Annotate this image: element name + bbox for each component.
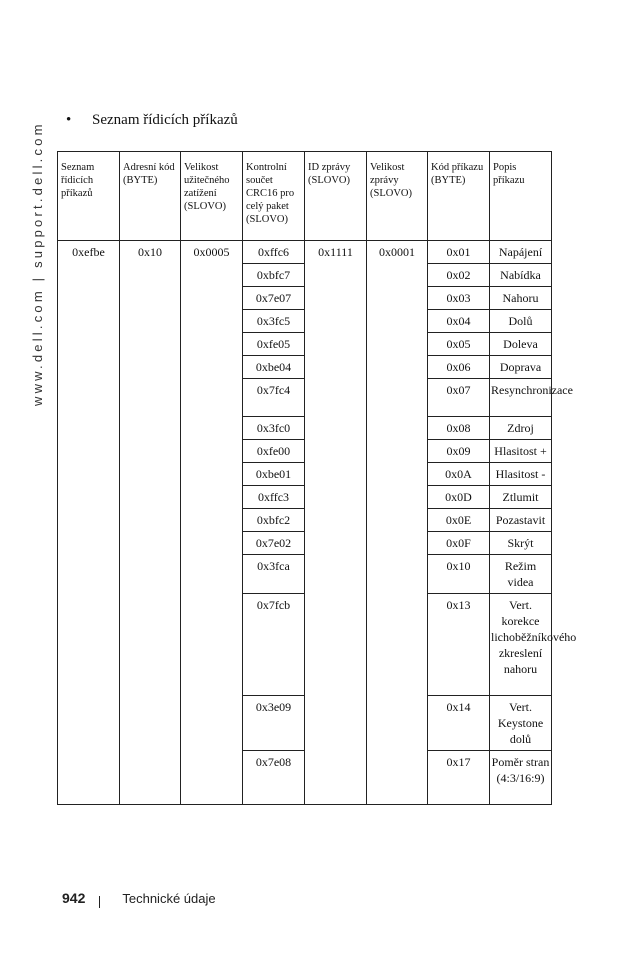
cell-crc: 0x3e09 <box>243 696 305 751</box>
cell-popis-prikazu: Resynchronizace <box>490 379 552 417</box>
cell-velikost-zatizeni: 0x0005 <box>181 241 243 805</box>
cell-popis-prikazu: Doprava <box>490 356 552 379</box>
cell-popis-prikazu: Nabídka <box>490 264 552 287</box>
cell-popis-prikazu: Režim videa <box>490 555 552 594</box>
cell-popis-prikazu: Ztlumit <box>490 486 552 509</box>
cell-velikost-zpravy: 0x0001 <box>367 241 428 805</box>
cell-popis-prikazu: Doleva <box>490 333 552 356</box>
header-popis-prikazu: Popis příkazu <box>490 152 552 241</box>
header-velikost-zpravy: Velikost zprávy (SLOVO) <box>367 152 428 241</box>
cell-crc: 0xffc6 <box>243 241 305 264</box>
cell-kod-prikazu: 0x08 <box>428 417 490 440</box>
cell-crc: 0xbfc2 <box>243 509 305 532</box>
section-heading-text: Seznam řídicích příkazů <box>92 112 238 128</box>
bullet-glyph: • <box>66 112 72 128</box>
cell-kod-prikazu: 0x05 <box>428 333 490 356</box>
cell-kod-prikazu: 0x01 <box>428 241 490 264</box>
cell-popis-prikazu: Pozastavit <box>490 509 552 532</box>
header-kontrolni-soucet: Kontrolní součet CRC16 pro celý paket (SLOVO) <box>243 152 305 241</box>
cell-crc: 0x7fc4 <box>243 379 305 417</box>
cell-kod-prikazu: 0x06 <box>428 356 490 379</box>
page-number: 942 <box>62 890 86 906</box>
cell-kod-prikazu: 0x0D <box>428 486 490 509</box>
cell-kod-prikazu: 0x0F <box>428 532 490 555</box>
side-url-text: www.dell.com | support.dell.com <box>30 121 45 406</box>
page-footer <box>62 890 216 908</box>
cell-kod-prikazu: 0x07 <box>428 379 490 417</box>
cell-crc: 0x7e07 <box>243 287 305 310</box>
cell-crc: 0x7fcb <box>243 594 305 696</box>
cell-kod-prikazu: 0x03 <box>428 287 490 310</box>
footer-section-title: Technické údaje <box>122 891 216 906</box>
cell-popis-prikazu: Zdroj <box>490 417 552 440</box>
header-kod-prikazu: Kód příkazu (BYTE) <box>428 152 490 241</box>
header-id-zpravy: ID zprávy (SLOVO) <box>305 152 367 241</box>
cell-crc: 0x3fc5 <box>243 310 305 333</box>
header-velikost-zatizeni: Velikost užitečného zatížení (SLOVO) <box>181 152 243 241</box>
cell-kod-prikazu: 0x14 <box>428 696 490 751</box>
cell-crc: 0xbe04 <box>243 356 305 379</box>
cell-crc: 0xffc3 <box>243 486 305 509</box>
cell-crc: 0xbfc7 <box>243 264 305 287</box>
cell-kod-prikazu: 0x10 <box>428 555 490 594</box>
table-row <box>58 241 552 264</box>
footer-divider <box>99 896 100 908</box>
cell-popis-prikazu: Hlasitost + <box>490 440 552 463</box>
cell-popis-prikazu: Napájení <box>490 241 552 264</box>
header-adresni-kod: Adresní kód (BYTE) <box>120 152 181 241</box>
cell-kod-prikazu: 0x0E <box>428 509 490 532</box>
cell-kod-prikazu: 0x09 <box>428 440 490 463</box>
cell-crc: 0x7e02 <box>243 532 305 555</box>
cell-popis-prikazu: Vert. korekce lichoběžníkového zkreslení nahoru <box>490 594 552 696</box>
cell-id-zpravy: 0x1111 <box>305 241 367 805</box>
cell-crc: 0xfe00 <box>243 440 305 463</box>
cell-crc: 0x3fca <box>243 555 305 594</box>
header-seznam: Seznam řídicích příkazů <box>58 152 120 241</box>
cell-kod-prikazu: 0x0A <box>428 463 490 486</box>
cell-kod-prikazu: 0x04 <box>428 310 490 333</box>
section-heading <box>66 112 238 129</box>
cell-popis-prikazu: Nahoru <box>490 287 552 310</box>
cell-crc: 0xfe05 <box>243 333 305 356</box>
cell-crc: 0x7e08 <box>243 751 305 805</box>
command-table <box>57 151 577 805</box>
cell-kod-prikazu: 0x02 <box>428 264 490 287</box>
cell-popis-prikazu: Poměr stran (4:3/16:9) <box>490 751 552 805</box>
cell-popis-prikazu: Dolů <box>490 310 552 333</box>
cell-adresni-kod: 0x10 <box>120 241 181 805</box>
cell-popis-prikazu: Hlasitost - <box>490 463 552 486</box>
cell-popis-prikazu: Vert. Keystone dolů <box>490 696 552 751</box>
cell-kod-prikazu: 0x17 <box>428 751 490 805</box>
table-header-row <box>58 152 552 241</box>
cell-crc: 0x3fc0 <box>243 417 305 440</box>
cell-seznam: 0xefbe <box>58 241 120 805</box>
table-body <box>58 241 577 805</box>
cell-popis-prikazu: Skrýt <box>490 532 552 555</box>
cell-kod-prikazu: 0x13 <box>428 594 490 696</box>
cell-crc: 0xbe01 <box>243 463 305 486</box>
